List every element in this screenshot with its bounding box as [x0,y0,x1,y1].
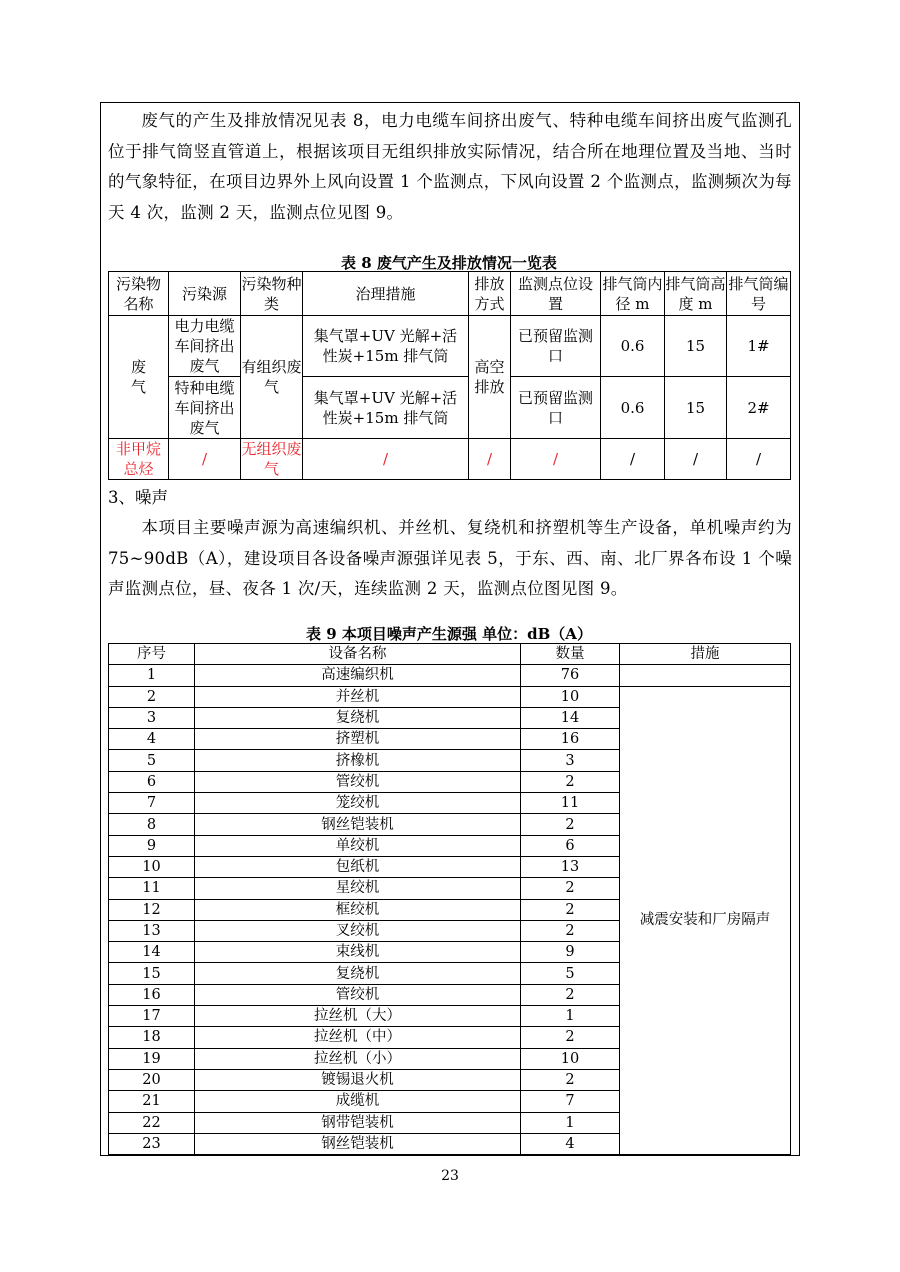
equipment-cell: 叉绞机 [195,920,521,941]
equipment-cell: 单绞机 [195,835,521,856]
header-cell: 排气筒高度 m [665,272,727,316]
quantity-cell: 2 [521,1027,620,1048]
equipment-cell: 钢丝铠装机 [195,1133,521,1154]
diameter-cell: 0.6 [601,316,665,377]
number-cell: / [727,439,791,480]
category-cell: 废气 [109,316,169,439]
equipment-cell: 管绞机 [195,771,521,792]
measure-empty-cell [620,665,791,686]
equipment-cell: 笼绞机 [195,793,521,814]
equipment-cell: 管绞机 [195,984,521,1005]
quantity-cell: 7 [521,1091,620,1112]
source-cell: 电力电缆车间挤出废气 [169,316,241,377]
equipment-cell: 拉丝机（中） [195,1027,521,1048]
header-cell: 数量 [521,644,620,665]
serial-cell: 12 [109,899,195,920]
equipment-cell: 钢带铠装机 [195,1112,521,1133]
table8-header-row [109,272,791,316]
equipment-cell: 复绕机 [195,963,521,984]
header-cell: 序号 [109,644,195,665]
discharge-cell: / [469,439,511,480]
equipment-cell: 成缆机 [195,1091,521,1112]
header-cell: 排气筒内径 m [601,272,665,316]
equipment-cell: 包纸机 [195,856,521,877]
serial-cell: 8 [109,814,195,835]
table9-caption: 表 9 本项目噪声产生源强 单位：dB（A） [306,625,592,643]
quantity-cell: 5 [521,963,620,984]
header-cell: 设备名称 [195,644,521,665]
serial-cell: 11 [109,878,195,899]
serial-cell: 18 [109,1027,195,1048]
equipment-cell: 星绞机 [195,878,521,899]
quantity-cell: 16 [521,729,620,750]
table-row [109,439,791,480]
source-cell: 特种电缆车间挤出废气 [169,377,241,439]
table-row [109,665,791,686]
equipment-cell: 挤塑机 [195,729,521,750]
diameter-cell: 0.6 [601,377,665,439]
table-row [109,686,791,707]
quantity-cell: 2 [521,920,620,941]
serial-cell: 3 [109,707,195,728]
serial-cell: 9 [109,835,195,856]
measure-cell: 集气罩+UV 光解+活性炭+15m 排气筒 [303,316,469,377]
serial-cell: 4 [109,729,195,750]
intro-paragraph: 废气的产生及排放情况见表 8，电力电缆车间挤出废气、特种电缆车间挤出废气监测孔位于排气筒竖直管道上，根据该项目无组织排放实际情况，结合所在地理位置及当地、当时的气象特征，在项目边界外上风向设置 1 个监测点，下风向设置 2 个监测点，监测频次为每天 4 次，监测 2 天，监测点位见图 9。 [108,111,792,222]
section-heading: 3、噪声 [108,488,168,507]
quantity-cell: 4 [521,1133,620,1154]
equipment-cell: 复绕机 [195,707,521,728]
equipment-cell: 镀锡退火机 [195,1069,521,1090]
serial-cell: 6 [109,771,195,792]
noise-table [108,643,791,1155]
equipment-cell: 拉丝机（小） [195,1048,521,1069]
pollutant-name-cell: 非甲烷总烃 [109,439,169,480]
quantity-cell: 9 [521,942,620,963]
header-cell: 治理措施 [303,272,469,316]
quantity-cell: 10 [521,1048,620,1069]
serial-cell: 2 [109,686,195,707]
quantity-cell: 1 [521,1112,620,1133]
table-row [109,316,791,377]
equipment-cell: 拉丝机（大） [195,1006,521,1027]
diameter-cell: / [601,439,665,480]
header-cell: 污染物种类 [241,272,303,316]
height-cell: 15 [665,316,727,377]
serial-cell: 5 [109,750,195,771]
table9-header-row [109,644,791,665]
equipment-cell: 框绞机 [195,899,521,920]
quantity-cell: 3 [521,750,620,771]
serial-cell: 1 [109,665,195,686]
serial-cell: 15 [109,963,195,984]
measure-cell: / [303,439,469,480]
number-cell: 1# [727,316,791,377]
serial-cell: 23 [109,1133,195,1154]
quantity-cell: 10 [521,686,620,707]
height-cell: 15 [665,377,727,439]
measure-cell: 减震安装和厂房隔声 [620,686,791,1155]
header-cell: 污染物名称 [109,272,169,316]
quantity-cell: 76 [521,665,620,686]
noise-paragraph: 本项目主要噪声源为高速编织机、并丝机、复绕机和挤塑机等生产设备，单机噪声约为 75~90dB（A），建设项目各设备噪声源强详见表 5，于东、西、南、北厂界各布设 1 个噪声监测点位，昼、夜各 1 次/天，连续监测 2 天，监测点位图见图 9。 [108,518,792,598]
quantity-cell: 2 [521,899,620,920]
serial-cell: 19 [109,1048,195,1069]
type-cell: 有组织废气 [241,316,303,439]
serial-cell: 7 [109,793,195,814]
table-row [109,377,791,439]
serial-cell: 14 [109,942,195,963]
type-cell: 无组织废气 [241,440,302,478]
page-number: 23 [441,1168,459,1184]
quantity-cell: 13 [521,856,620,877]
header-cell: 污染源 [169,272,241,316]
monitor-cell: / [511,439,601,480]
serial-cell: 10 [109,856,195,877]
quantity-cell: 2 [521,771,620,792]
serial-cell: 16 [109,984,195,1005]
height-cell: / [665,439,727,480]
header-cell: 排气筒编号 [727,272,791,316]
quantity-cell: 2 [521,878,620,899]
quantity-cell: 6 [521,835,620,856]
measure-cell: 集气罩+UV 光解+活性炭+15m 排气筒 [303,377,469,439]
source-cell: / [169,439,241,480]
quantity-cell: 1 [521,1006,620,1027]
quantity-cell: 11 [521,793,620,814]
serial-cell: 17 [109,1006,195,1027]
serial-cell: 22 [109,1112,195,1133]
equipment-cell: 钢丝铠装机 [195,814,521,835]
serial-cell: 21 [109,1091,195,1112]
equipment-cell: 束线机 [195,942,521,963]
serial-cell: 13 [109,920,195,941]
table8-caption: 表 8 废气产生及排放情况一览表 [341,254,557,272]
header-cell: 监测点位设置 [511,272,601,316]
quantity-cell: 2 [521,984,620,1005]
monitor-cell: 已预留监测口 [511,377,601,439]
discharge-cell: 高空排放 [469,316,511,439]
serial-cell: 20 [109,1069,195,1090]
number-cell: 2# [727,377,791,439]
equipment-cell: 高速编织机 [195,665,521,686]
emission-table [108,271,791,480]
header-cell: 排放方式 [469,272,511,316]
quantity-cell: 14 [521,707,620,728]
equipment-cell: 并丝机 [195,686,521,707]
quantity-cell: 2 [521,1069,620,1090]
quantity-cell: 2 [521,814,620,835]
monitor-cell: 已预留监测口 [511,316,601,377]
header-cell: 措施 [620,644,791,665]
equipment-cell: 挤橡机 [195,750,521,771]
